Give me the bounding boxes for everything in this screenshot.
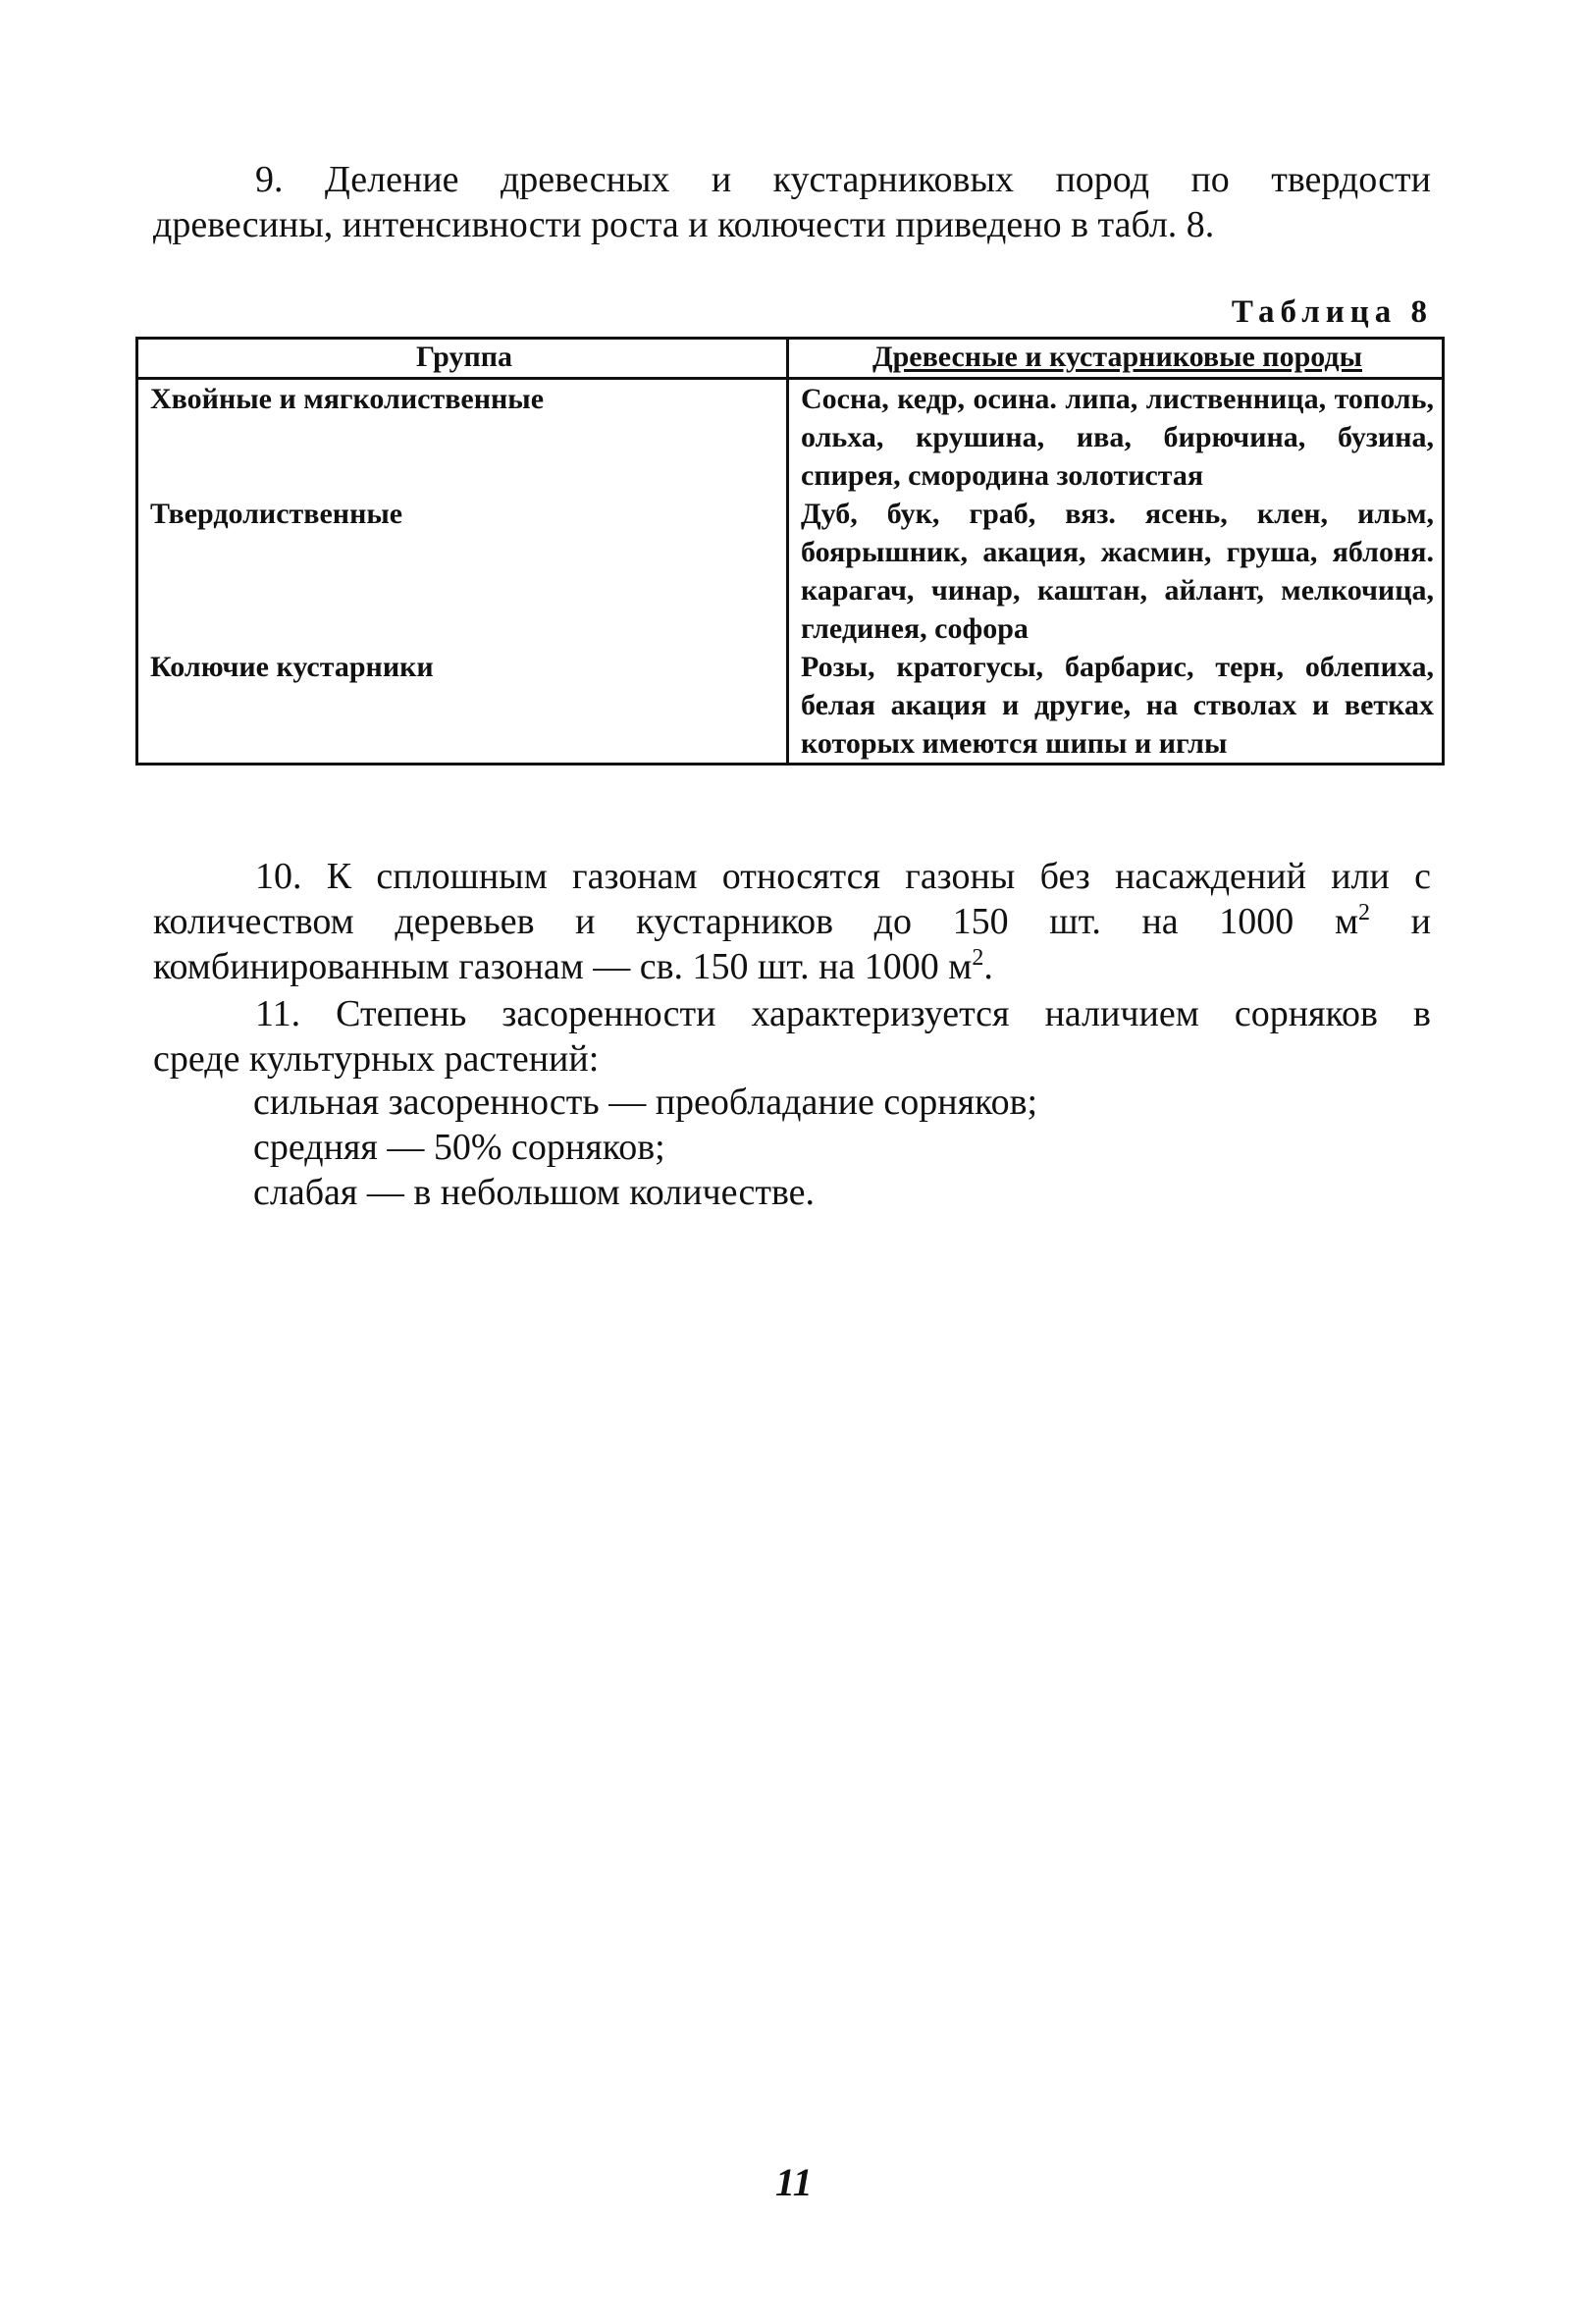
weed-level-list [253, 1080, 1037, 1215]
table-cell-species: Розы, кратогусы, барбарис, терн, облепиха, белая акация и другие, на стволах и ветках которых имеются шипы и иглы [788, 648, 1444, 765]
table-cell-species: Дуб, бук, граб, вяз. ясень, клен, ильм, боярышник, акация, жасмин, груша, яблоня. карагач, чинар, каштан, айлант, мелкочица, глединея, софора [788, 495, 1444, 648]
paragraph-9 [153, 157, 1431, 247]
paragraph-11-line: среде культурных растений: [153, 1038, 600, 1080]
paragraph-10 [153, 854, 1431, 989]
table-cell-group: Хвойные и мягколиственные [137, 379, 788, 496]
column-header-species: Древесные и кустарниковые породы [788, 339, 1444, 379]
paragraph-10-line [153, 944, 1431, 989]
superscript: 2 [1358, 900, 1371, 925]
paragraph-11-line: 11. Степень засоренности характеризуется наличием сорняков в [255, 993, 1431, 1034]
table-row [137, 495, 1444, 648]
table-caption: Таблица 8 [1231, 294, 1433, 330]
paragraph-10-text: количеством деревьев и кустарников до 150 шт. на 1000 м [153, 901, 1359, 942]
paragraph-11 [153, 991, 1431, 1082]
table-row [137, 648, 1444, 765]
paragraph-10-text: и [1370, 901, 1431, 942]
paragraph-10-text: комбинированным газонам — св. 150 шт. на 1000 м [153, 946, 973, 987]
table-row [137, 379, 1444, 496]
paragraph-9-line: 9. Деление древесных и кустарниковых пород по твердости [255, 159, 1431, 200]
table-cell-group: Колючие кустарники [137, 648, 788, 765]
list-item: слабая — в небольшом количестве. [253, 1172, 816, 1213]
table-cell-species: Сосна, кедр, осина. липа, лиственница, тополь, ольха, крушина, ива, бирючина, бузина, спирея, смородина золотистая [788, 379, 1444, 496]
species-table [135, 337, 1445, 766]
paragraph-9-line: древесины, интенсивности роста и колючести приведено в табл. 8. [153, 204, 1215, 245]
list-item: сильная засоренность — преобладание сорняков; [253, 1082, 1038, 1123]
paragraph-10-line: 10. К сплошным газонам относятся газоны без насаждений или с [255, 856, 1431, 897]
page-number: 11 [775, 2160, 813, 2204]
column-header-group: Группа [137, 339, 788, 379]
paragraph-10-line [153, 899, 1431, 944]
superscript: 2 [972, 945, 984, 971]
table-cell-group: Твердолиственные [137, 495, 788, 648]
list-item: средняя — 50% сорняков; [253, 1127, 665, 1168]
paragraph-10-text: . [983, 946, 993, 987]
table-header-row [137, 339, 1444, 379]
